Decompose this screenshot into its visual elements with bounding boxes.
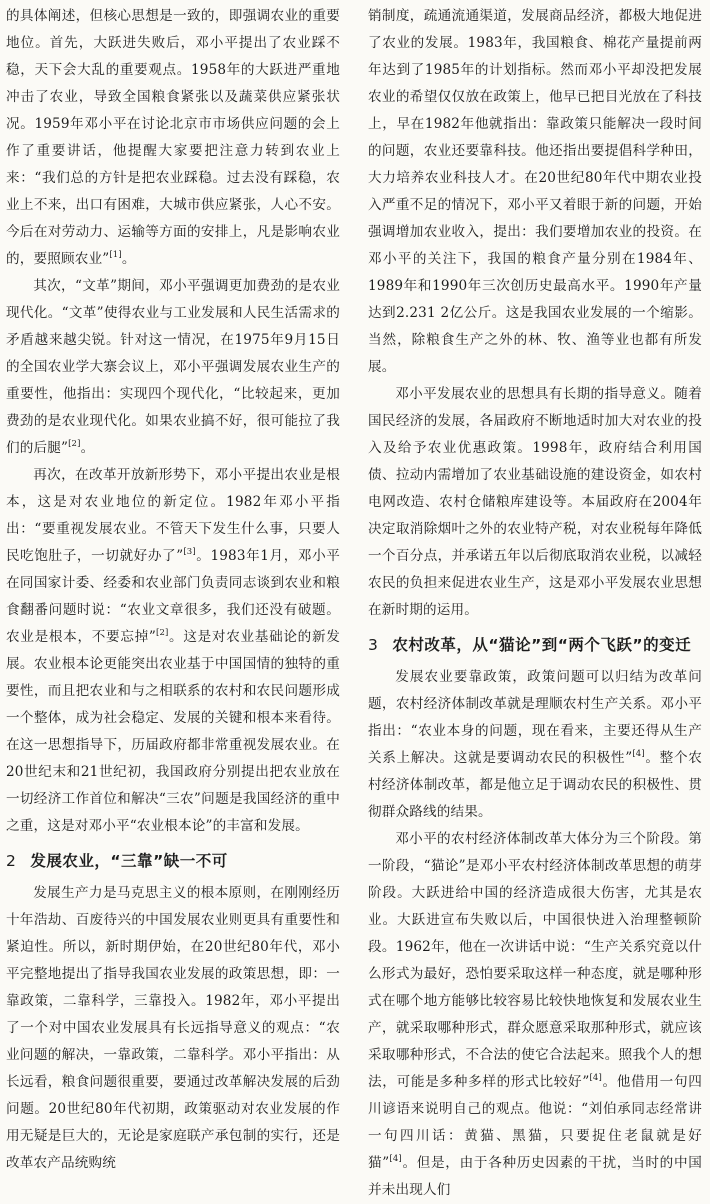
paragraph-text: 再次，在改革开放新形势下，邓小平提出农业是根本，这是对农业地位的新定位。1982年邓小平指出：“要重视发展农业。不管天下发生什么事，只要人民吃饱肚子，一切就好办了” xyxy=(6,467,340,564)
left-column xyxy=(6,3,340,1177)
section-number: 2 xyxy=(6,852,17,870)
paragraph-text: 。 xyxy=(121,251,136,267)
citation-ref: [4] xyxy=(589,1073,602,1083)
paragraph-long-term-guidance xyxy=(368,381,702,624)
paragraph-agriculture-fundamental xyxy=(6,462,340,840)
paragraph-text: 。整个农村经济体制改革，都是他立足于调动农民的积极性、贯彻群众路线的结果。 xyxy=(368,750,702,820)
paragraph-rural-reform xyxy=(368,664,702,826)
paragraph-text: 其次，“文革”期间，邓小平强调更加费劲的是农业现代化。“文革”使得农业与工业发展和人民生活需求的矛盾越来越尖锐。针对这一情况，在1975年9月15日的全国农业学大寨会议上，邓小平强调发展农业生产的重要性，他指出：实现四个现代化，“比较起来，更加费劲的是农业现代化。如果农业搞不好，很可能拉了我们的后腿” xyxy=(6,278,340,456)
paragraph-cultural-revolution xyxy=(6,273,340,462)
paragraph-agriculture-importance xyxy=(6,3,340,273)
paragraph-text: 。这是对农业基础论的新发展。农业根本论更能突出农业基于中国国情的独特的重要性，而且把农业和与之相联系的农村和农民问题形成一个整体，成为社会稳定、发展的关键和根本来看待。在这一思想指导下，历届政府都非常重视发展农业。在20世纪末和21世纪初，我国政府分别提出把农业放在一切经济工作首位和解决“三农”问题是我国经济的重中之重，这是对邓小平“农业根本论”的丰富和发展。 xyxy=(6,629,340,834)
paragraph-text: 。 xyxy=(80,440,95,456)
citation-ref: [1] xyxy=(109,250,122,260)
citation-ref: [2] xyxy=(68,439,81,449)
citation-ref: [3] xyxy=(183,547,196,557)
citation-ref: [2] xyxy=(156,628,169,638)
paragraph-text: 。但是，由于各种历史因素的干扰，当时的中国并未出现人们 xyxy=(368,1155,702,1198)
paragraph-cat-theory xyxy=(368,826,702,1204)
citation-ref: [4] xyxy=(632,749,645,759)
paragraph-policy-science-investment xyxy=(368,3,702,381)
paragraph-text: 销制度，疏通流通渠道，发展商品经济，都极大地促进了农业的发展。1983年，我国粮食、棉花产量提前两年达到了1985年的计划指标。然而邓小平却没把发展农业的希望仅仅放在政策上，他早已把目光放在了科技上，早在1982年他就指出：靠政策只能解决一段时间的问题，农业还要靠科技。他还指出要提倡科学种田，大力培养农业科技人才。在20世纪80年代中期农业投入严重不足的情况下，邓小平又着眼于新的问题，开始强调增加农业收入，提出：我们要增加农业的投资。在邓小平的关注下，我国的粮食产量分别在1984年、1989年和1990年三次创历史最高水平。1990年产量达到2.231 2亿公斤。这是我国农业发展的一个缩影。当然，除粮食生产之外的林、牧、渔等业也都有所发展。 xyxy=(368,8,702,375)
paragraph-three-reliance xyxy=(6,880,340,1177)
paragraph-text: 发展农业要靠政策，政策问题可以归结为改革问题，农村经济体制改革就是理顺农村生产关系。邓小平指出：“农业本身的问题，现在看来，主要还得从生产关系上解决。这就是要调动农民的积极性” xyxy=(368,669,702,766)
section-number: 3 xyxy=(368,636,379,654)
section-3-heading xyxy=(368,630,702,660)
paragraph-text: 邓小平的农村经济体制改革大体分为三个阶段。第一阶段，“猫论”是邓小平农村经济体制改革思想的萌芽阶段。大跃进给中国的经济造成很大伤害，尤其是农业。大跃进宣布失败以后，中国很快进入治理整顿阶段。1962年，他在一次讲话中说：“生产关系究竟以什么形式为最好，恐怕要采取这样一种态度，就是哪种形式在哪个地方能够比较容易比较快地恢复和发展农业生产，就采取哪种形式，群众愿意采取那种形式，就应该采取哪种形式，不合法的使它合法起来。照我个人的想法，可能是多种多样的形式比较好” xyxy=(368,831,702,1090)
right-column xyxy=(368,3,702,1204)
paragraph-text: 的具体阐述，但核心思想是一致的，即强调农业的重要地位。首先，大跃进失败后，邓小平提出了农业踩不稳，天下会大乱的重要观点。1958年的大跃进严重地冲击了农业，导致全国粮食紧张以及蔬菜供应紧张状况。1959年邓小平在讨论北京市市场供应问题的会上作了重要讲话，他提醒大家要把注意力转到农业上来：“我们总的方针是把农业踩稳。过去没有踩稳，农业上不来，出口有困难，大城市供应紧张，人心不安。今后在对劳动力、运输等方面的安排上，凡是影响农业的，要照顾农业” xyxy=(6,8,340,267)
citation-ref: [4] xyxy=(389,1154,402,1164)
paragraph-text: 。1983年1月，邓小平在同国家计委、经委和农业部门负责同志谈到农业和粮食翻番问题时说：“农业文章很多，我们还没有破题。农业是根本，不要忘掉” xyxy=(6,548,340,645)
section-title: 农村改革，从“猫论”到“两个飞跃”的变迁 xyxy=(392,636,692,654)
paragraph-text: 邓小平发展农业的思想具有长期的指导意义。随着国民经济的发展，各届政府不断地适时加大对农业的投入及给予农业优惠政策。1998年，政府结合利用国债、拉动内需增加了农业基础设施的建设资金，如农村电网改造、农村仓储粮库建设等。本届政府在2004年决定取消除烟叶之外的农业特产税，对农业税每年降低一个百分点，并承诺五年以后彻底取消农业税，以减轻农民的负担来促进农业生产，这是邓小平发展农业思想在新时期的运用。 xyxy=(368,386,702,618)
section-title: 发展农业，“三靠”缺一不可 xyxy=(30,852,228,870)
paragraph-text: 发展生产力是马克思主义的根本原则，在刚刚经历十年浩劫、百废待兴的中国发展农业则更具有重要性和紧迫性。所以，新时期伊始，在20世纪80年代，邓小平完整地提出了指导我国农业发展的政策思想，即：一靠政策，二靠科学，三靠投入。1982年，邓小平提出了一个对中国农业发展具有长远指导意义的观点：“农业问题的解决，一靠政策，二靠科学。邓小平指出：从长远看，粮食问题很重要，要通过改革解决发展的后劲问题。20世纪80年代初期，政策驱动对农业发展的作用无疑是巨大的，无论是家庭联产承包制的实行，还是改革农产品统购统 xyxy=(6,885,340,1171)
paragraph-text: 。他借用一句四川谚语来说明自己的观点。他说：“刘伯承同志经常讲一句四川话：黄猫、黑猫，只要捉住老鼠就是好猫” xyxy=(368,1074,702,1171)
section-2-heading xyxy=(6,846,340,876)
